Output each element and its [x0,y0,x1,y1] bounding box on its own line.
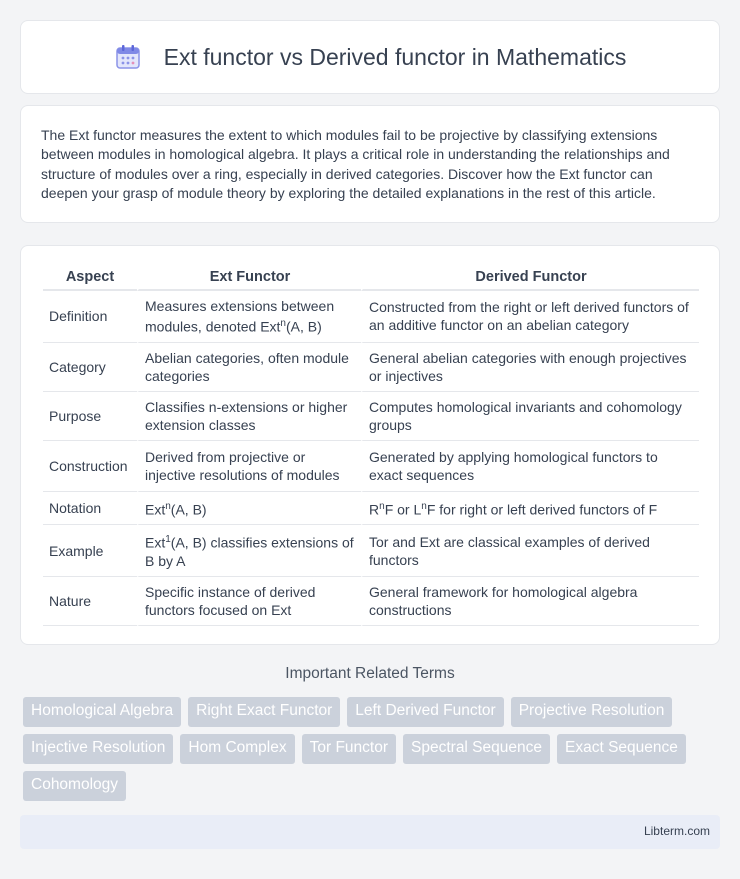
cell-text-part: Generated by applying homological functors to exact sequences [369,448,658,483]
footer [20,815,720,849]
cell-derived-functor [361,441,699,492]
cell-aspect: Notation [43,492,137,526]
cell-derived-functor [361,577,699,626]
related-term-tag[interactable]: Cohomology [23,771,126,801]
cell-text-part: Derived from projective or injective resolutions of modules [145,448,340,483]
intro-paragraph: The Ext functor measures the extent to which modules fail to be projective by classifying extensions between modules in homological algebra. It plays a critical role in understanding the relationships and structure of modules over a ring, especially in derived categories. Discover how the Ext functor can deepen your grasp of module theory by exploring the detailed explanations in the rest of this article. [41,127,670,202]
cell-aspect: Nature [43,577,137,626]
cell-text-part: Ext [145,501,166,518]
cell-ext-functor [137,525,361,577]
cell-derived-functor [361,343,699,392]
related-term-tag[interactable]: Exact Sequence [557,734,686,764]
cell-text-part: (A, B) [170,501,207,518]
calendar-icon [114,43,142,71]
page-title: Ext functor vs Derived functor in Mathematics [163,43,627,70]
cell-aspect: Construction [43,441,137,492]
cell-text-part: n [421,500,427,512]
related-terms-title: Important Related Terms [285,665,455,682]
cell-ext-functor [137,343,361,392]
cell-text-part: (A, B) classifies extensions of B by A [145,534,354,569]
cell-text-part: Classifies n-extensions or higher extension classes [145,398,348,433]
column-header-aspect: Aspect [43,266,137,291]
cell-text-part: n [165,500,171,512]
table-row [43,441,699,492]
cell-text-part: Ext [145,534,166,551]
cell-text-part: Computes homological invariants and cohomology groups [369,398,682,433]
cell-text-part: Abelian categories, often module categories [145,349,349,384]
table-row [43,291,699,343]
cell-text-part: General framework for homological algebra constructions [369,583,638,618]
table-row [43,343,699,392]
cell-text-part: (A, B) [285,318,322,335]
footer-brand: Libterm.com [643,824,710,838]
cell-text-part: General abelian categories with enough projectives or injectives [369,349,687,384]
cell-text-part: Measures extensions between modules, denoted Ext [145,298,335,335]
cell-ext-functor [137,577,361,626]
cell-derived-functor [361,392,699,441]
cell-text-part: F or L [384,501,422,518]
cell-derived-functor [361,525,699,577]
related-term-tag[interactable]: Spectral Sequence [403,734,550,764]
related-term-tag[interactable]: Tor Functor [302,734,396,764]
related-term-tag[interactable]: Injective Resolution [23,734,173,764]
cell-text-part: Tor and Ext are classical examples of derived functors [369,533,650,568]
cell-text-part: n [379,500,385,512]
cell-aspect: Category [43,343,137,392]
cell-derived-functor [361,291,699,343]
intro-card [20,105,720,223]
header-card [20,20,720,94]
cell-ext-functor [137,441,361,492]
table-header-row [43,266,699,291]
cell-aspect: Example [43,525,137,577]
related-term-tag[interactable]: Right Exact Functor [188,697,340,727]
table-row [43,525,699,577]
cell-text-part: Constructed from the right or left derived functors of an additive functor on an abelian category [369,299,689,334]
related-term-tag[interactable]: Homological Algebra [23,697,181,727]
cell-text-part: 1 [165,534,171,546]
cell-ext-functor [137,291,361,343]
column-header-ext: Ext Functor [137,266,361,291]
table-row [43,392,699,441]
cell-text-part: F for right or left derived functors of F [426,501,658,518]
cell-text-part: n [280,318,286,329]
comparison-table [43,266,699,626]
related-term-tag[interactable]: Left Derived Functor [347,697,503,727]
column-header-derived: Derived Functor [361,266,699,291]
cell-ext-functor [137,392,361,441]
table-row [43,577,699,626]
cell-derived-functor [361,492,699,526]
cell-aspect: Definition [43,291,137,343]
cell-ext-functor [137,492,361,526]
cell-text-part: Specific instance of derived functors focused on Ext [145,583,316,618]
cell-text-part: R [369,501,380,518]
related-term-tag[interactable]: Hom Complex [180,734,294,764]
comparison-table-card [20,245,720,645]
related-term-tag[interactable]: Projective Resolution [511,697,673,727]
cell-aspect: Purpose [43,392,137,441]
related-terms-list [23,697,723,808]
table-row [43,492,699,526]
